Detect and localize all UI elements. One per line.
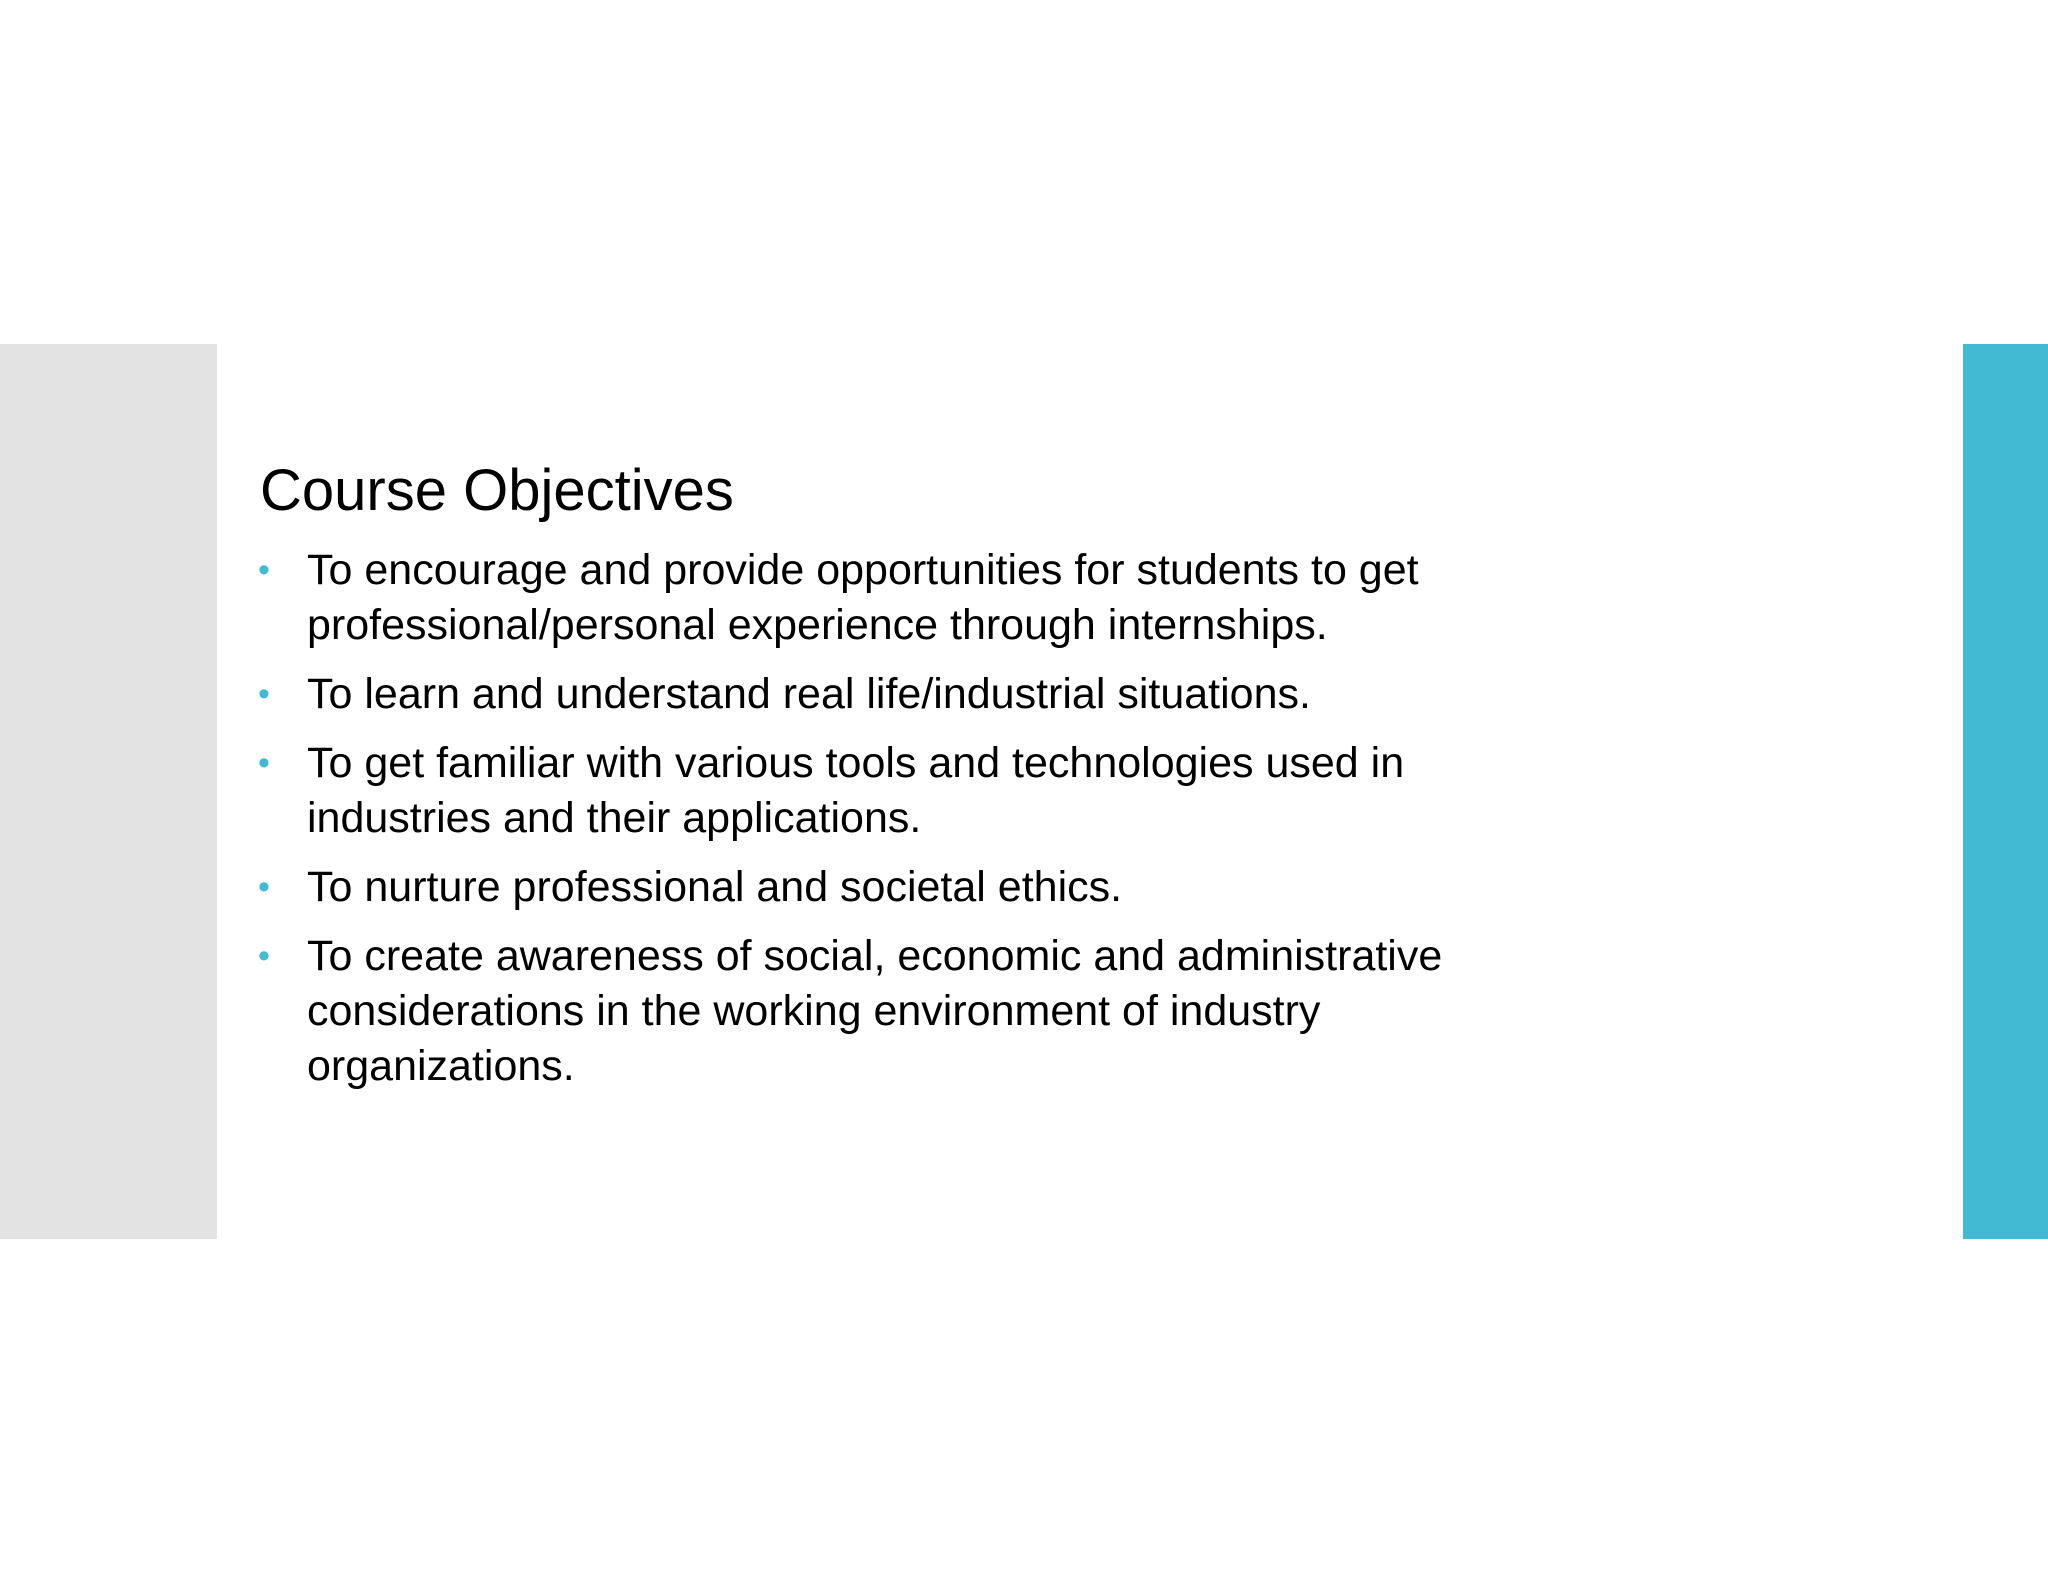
objective-text: To create awareness of social, economic and administrative considerations in the working environment of industry organizations. bbox=[307, 932, 1443, 1090]
objectives-list bbox=[258, 543, 1498, 1108]
objective-item-4 bbox=[258, 860, 1498, 915]
objective-text: To learn and understand real life/industrial situations. bbox=[307, 670, 1311, 718]
right-accent-bar bbox=[1963, 344, 2048, 1239]
objective-text: To nurture professional and societal ethics. bbox=[307, 863, 1123, 911]
objective-item-1 bbox=[258, 543, 1498, 653]
left-gray-panel bbox=[0, 344, 217, 1239]
bullet-icon: • bbox=[258, 551, 270, 589]
objective-item-2 bbox=[258, 667, 1498, 722]
objective-text: To get familiar with various tools and technologies used in industries and their applications. bbox=[307, 739, 1405, 842]
bullet-icon: • bbox=[258, 868, 270, 906]
bullet-icon: • bbox=[258, 937, 270, 975]
bullet-icon: • bbox=[258, 675, 270, 713]
bullet-icon: • bbox=[258, 744, 270, 782]
objective-item-3 bbox=[258, 736, 1498, 846]
slide-title: Course Objectives bbox=[260, 458, 734, 523]
objective-item-5 bbox=[258, 929, 1498, 1094]
objective-text: To encourage and provide opportunities for students to get professional/personal experience through internships. bbox=[307, 546, 1419, 649]
